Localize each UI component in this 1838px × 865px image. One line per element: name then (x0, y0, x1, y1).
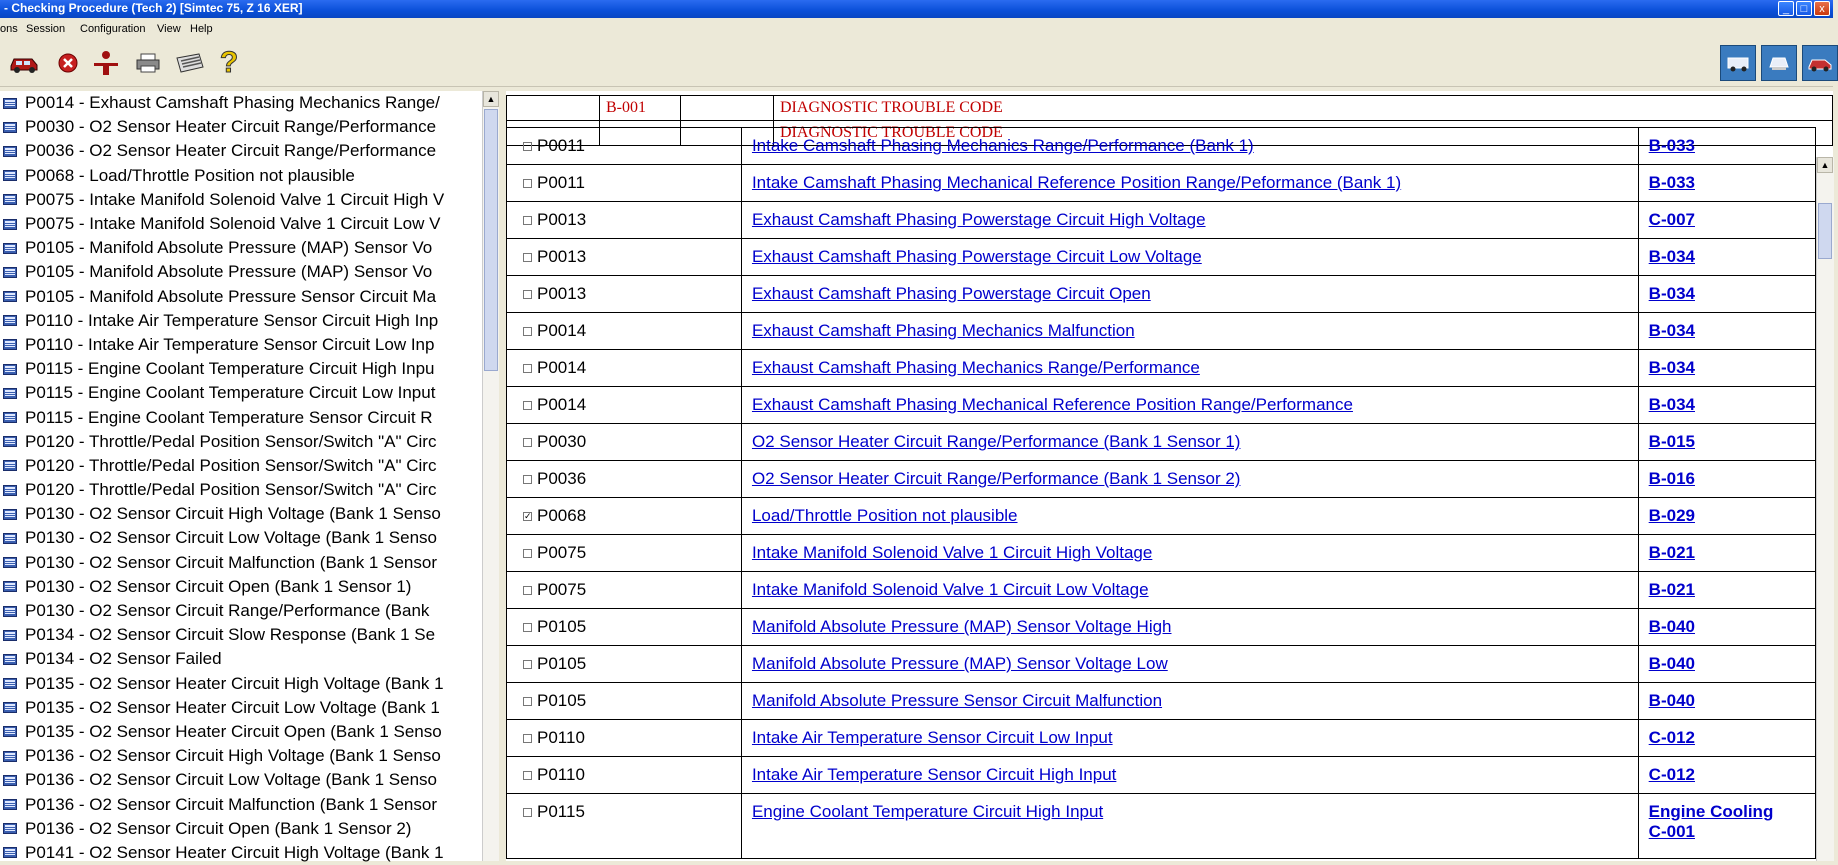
description-link[interactable]: Exhaust Camshaft Phasing Powerstage Circuit Low Voltage (751, 247, 1202, 266)
book-icon (3, 751, 17, 762)
table-row (507, 461, 1816, 498)
description-cell (741, 757, 1638, 794)
header-title-2: DIAGNOSTIC TROUBLE CODE (774, 121, 1833, 146)
printer-icon[interactable] (131, 46, 165, 80)
stop-icon[interactable] (51, 46, 85, 80)
dtc-code: P0011 (537, 136, 585, 155)
toolbar (0, 40, 1833, 87)
tree-item[interactable] (0, 696, 482, 720)
dtc-table (506, 127, 1816, 859)
dtc-code: P0068 (537, 506, 587, 525)
row-checkbox[interactable] (523, 586, 532, 595)
dtc-code: P0036 (537, 469, 587, 488)
tree-item[interactable] (0, 454, 482, 478)
tree-item-label: P0130 - O2 Sensor Circuit High Voltage (Bank 1 Senso (25, 504, 441, 524)
dtc-cell (507, 424, 742, 461)
dtc-code: P0014 (537, 358, 587, 377)
minimize-button[interactable]: _ (1778, 1, 1794, 16)
reference-link[interactable]: B-029 (1648, 506, 1695, 525)
tree-item[interactable] (0, 188, 482, 212)
tree-item-label: P0136 - O2 Sensor Circuit Open (Bank 1 Sensor 2) (25, 818, 412, 838)
keyboard-icon[interactable] (173, 46, 207, 80)
book-icon (3, 678, 17, 689)
description-cell (741, 387, 1638, 424)
tree-item-label: P0136 - O2 Sensor Circuit Low Voltage (Bank 1 Senso (25, 770, 438, 790)
description-link[interactable]: Exhaust Camshaft Phasing Mechanical Reference Position Range/Performance (751, 395, 1353, 414)
book-icon (3, 219, 17, 230)
tree-item-label: P0120 - Throttle/Pedal Position Sensor/Switch "A" Circ (25, 455, 437, 475)
table-row (507, 535, 1816, 572)
dtc-cell (507, 239, 742, 276)
description-cell (741, 313, 1638, 350)
tree-item[interactable] (0, 841, 482, 865)
tree-item[interactable] (0, 285, 482, 309)
menu-configuration[interactable]: Configuration (80, 23, 146, 35)
book-icon (3, 98, 17, 109)
book-icon (3, 799, 17, 810)
description-link[interactable]: Exhaust Camshaft Phasing Powerstage Circuit Open (751, 284, 1151, 303)
dtc-code: P0110 (537, 765, 585, 784)
tree-item[interactable] (0, 381, 482, 405)
table-row (507, 683, 1816, 720)
description-cell (741, 683, 1638, 720)
description-cell (741, 276, 1638, 313)
reference-cell (1638, 387, 1815, 424)
row-checkbox[interactable] (523, 697, 532, 706)
tree-item-label: P0115 - Engine Coolant Temperature Circuit Low Input (25, 383, 436, 403)
tree-item-label: P0120 - Throttle/Pedal Position Sensor/Switch "A" Circ (25, 480, 437, 500)
table-row (507, 128, 1816, 165)
table-scrollbar[interactable] (1816, 157, 1834, 861)
vehicle-view-icon[interactable] (1720, 45, 1756, 81)
book-icon (3, 823, 17, 834)
vehicle-side-icon[interactable] (1802, 45, 1838, 81)
row-checkbox[interactable]: ✓ (524, 511, 532, 522)
row-checkbox[interactable] (523, 401, 532, 410)
description-cell (741, 720, 1638, 757)
tree-item[interactable] (0, 139, 482, 163)
reference-cell (1638, 683, 1815, 720)
reference-link[interactable]: B-034 (1648, 247, 1695, 266)
dtc-cell (507, 794, 742, 859)
book-icon (3, 581, 17, 592)
tree-item[interactable] (0, 405, 482, 429)
panel-splitter[interactable] (499, 91, 506, 861)
window-title: - Checking Procedure (Tech 2) [Simtec 75, Z 16 XER] (4, 1, 303, 15)
tree-item-label: P0105 - Manifold Absolute Pressure (MAP) Sensor Vo (25, 238, 433, 258)
description-link[interactable]: Load/Throttle Position not plausible (751, 506, 1018, 525)
dtc-cell (507, 350, 742, 387)
book-icon (3, 412, 17, 423)
book-icon (3, 606, 17, 617)
row-checkbox[interactable] (523, 734, 532, 743)
tree-item[interactable] (0, 768, 482, 792)
dtc-code: P0013 (537, 247, 587, 266)
book-icon (3, 170, 17, 181)
book-icon (3, 726, 17, 737)
tree-item-label: P0134 - O2 Sensor Circuit Slow Response (Bank 1 Se (25, 625, 436, 645)
reference-cell (1638, 609, 1815, 646)
row-checkbox[interactable] (523, 771, 532, 780)
dtc-cell (507, 128, 742, 165)
table-row (507, 313, 1816, 350)
help-icon[interactable] (212, 46, 246, 80)
tree-item[interactable] (0, 599, 482, 623)
tree-item-label: P0130 - O2 Sensor Circuit Malfunction (Bank 1 Sensor (25, 552, 437, 572)
description-cell (741, 350, 1638, 387)
tree-item[interactable] (0, 502, 482, 526)
table-scroll-up-button[interactable]: ▲ (1817, 157, 1833, 173)
tree-item[interactable] (0, 744, 482, 768)
description-cell (741, 461, 1638, 498)
description-cell (741, 794, 1638, 859)
description-link[interactable]: Manifold Absolute Pressure (MAP) Sensor Voltage High (751, 617, 1172, 636)
tree-item-label: P0115 - Engine Coolant Temperature Sensor Circuit R (25, 407, 433, 427)
tree-item-label: P0105 - Manifold Absolute Pressure (MAP) Sensor Vo (25, 262, 433, 282)
dtc-code: P0013 (537, 284, 587, 303)
tree-item[interactable] (0, 115, 482, 139)
tree-item[interactable] (0, 309, 482, 333)
dtc-code: P0110 (537, 728, 585, 747)
description-link[interactable]: Exhaust Camshaft Phasing Mechanics Malfunction (751, 321, 1135, 340)
person-icon[interactable] (89, 46, 123, 80)
dtc-cell (507, 387, 742, 424)
tree-item-label: P0120 - Throttle/Pedal Position Sensor/Switch "A" Circ (25, 431, 437, 451)
tree-item[interactable] (0, 260, 482, 284)
table-row (507, 424, 1816, 461)
tree-item-label: P0136 - O2 Sensor Circuit Malfunction (Bank 1 Sensor (25, 794, 437, 814)
close-button[interactable]: x (1814, 1, 1830, 16)
tree-item-label: P0141 - O2 Sensor Heater Circuit High Voltage (Bank 1 (25, 842, 444, 862)
tree-item-label: P0030 - O2 Sensor Heater Circuit Range/Performance (25, 117, 437, 137)
help-question-mark: ? (219, 46, 239, 79)
reference-cell (1638, 276, 1815, 313)
tree-item[interactable] (0, 236, 482, 260)
description-link[interactable]: Engine Coolant Temperature Circuit High Input (751, 802, 1104, 821)
table-row (507, 757, 1816, 794)
tree-item-label: P0075 - Intake Manifold Solenoid Valve 1 Circuit High V (25, 189, 445, 209)
reference-link[interactable]: C-007 (1648, 210, 1695, 229)
description-link[interactable]: Intake Air Temperature Sensor Circuit Low Input (751, 728, 1113, 747)
table-row (507, 646, 1816, 683)
description-link[interactable]: O2 Sensor Heater Circuit Range/Performance (Bank 1 Sensor 2) (751, 469, 1241, 488)
row-checkbox[interactable] (523, 438, 532, 447)
maximize-button[interactable]: □ (1796, 1, 1812, 16)
description-link[interactable]: Manifold Absolute Pressure (MAP) Sensor Voltage Low (751, 654, 1168, 673)
menu-actions[interactable]: ons (0, 23, 18, 35)
dtc-cell (507, 683, 742, 720)
tree-item[interactable] (0, 623, 482, 647)
dtc-cell (507, 757, 742, 794)
tree-item-label: P0130 - O2 Sensor Circuit Low Voltage (Bank 1 Senso (25, 528, 438, 548)
description-cell (741, 498, 1638, 535)
book-icon (3, 775, 17, 786)
dtc-detail-panel (506, 91, 1833, 861)
reference-link[interactable]: B-040 (1648, 654, 1695, 673)
reference-cell (1638, 572, 1815, 609)
row-checkbox[interactable] (523, 364, 532, 373)
dtc-code: P0011 (537, 173, 585, 192)
tree-item-label: P0110 - Intake Air Temperature Sensor Circuit High Inp (25, 310, 439, 330)
reference-link[interactable]: B-016 (1648, 469, 1695, 488)
book-icon (3, 267, 17, 278)
table-row (507, 350, 1816, 387)
menu-session[interactable]: Session (26, 23, 66, 35)
description-link[interactable]: Intake Manifold Solenoid Valve 1 Circuit Low Voltage (751, 580, 1149, 599)
description-link[interactable]: Intake Manifold Solenoid Valve 1 Circuit High Voltage (751, 543, 1153, 562)
dtc-cell (507, 535, 742, 572)
tree-scroll-up-button[interactable]: ▲ (483, 91, 499, 107)
book-icon (3, 460, 17, 471)
tree-item-label: P0014 - Exhaust Camshaft Phasing Mechanics Range/ (25, 93, 440, 113)
table-row (507, 387, 1816, 424)
book-icon (3, 146, 17, 157)
row-checkbox[interactable] (523, 549, 532, 558)
description-link[interactable]: Intake Camshaft Phasing Mechanics Range/Performance (Bank 1) (751, 136, 1254, 155)
reference-link[interactable]: B-034 (1648, 284, 1695, 303)
book-icon (3, 533, 17, 544)
description-cell (741, 535, 1638, 572)
tree-item[interactable] (0, 720, 482, 744)
reference-cell (1638, 646, 1815, 683)
book-icon (3, 557, 17, 568)
description-link[interactable]: Exhaust Camshaft Phasing Mechanics Range/Performance (751, 358, 1200, 377)
reference-cell (1638, 239, 1815, 276)
tree-item[interactable] (0, 647, 482, 671)
book-icon (3, 291, 17, 302)
book-icon (3, 339, 17, 350)
vehicle-front-icon[interactable] (1761, 45, 1797, 81)
table-row (507, 609, 1816, 646)
row-checkbox[interactable] (523, 253, 532, 262)
row-checkbox[interactable] (523, 216, 532, 225)
book-icon (3, 194, 17, 205)
row-checkbox[interactable] (523, 660, 532, 669)
tree-item[interactable] (0, 91, 482, 115)
description-link[interactable]: Exhaust Camshaft Phasing Powerstage Circuit High Voltage (751, 210, 1206, 229)
dtc-tree (0, 91, 482, 865)
description-cell (741, 424, 1638, 461)
dtc-cell (507, 646, 742, 683)
reference-cell (1638, 128, 1815, 165)
tree-item-label: P0068 - Load/Throttle Position not plausible (25, 165, 355, 185)
dtc-code: P0075 (537, 580, 587, 599)
description-cell (741, 609, 1638, 646)
table-row (507, 498, 1816, 535)
dtc-cell (507, 609, 742, 646)
book-icon (3, 122, 17, 133)
description-cell (741, 202, 1638, 239)
reference-cell (1638, 424, 1815, 461)
reference-link[interactable]: B-034 (1648, 321, 1695, 340)
reference-link[interactable]: C-012 (1648, 765, 1695, 784)
row-checkbox[interactable] (523, 808, 532, 817)
menu-view[interactable]: View (157, 23, 181, 35)
tree-item[interactable] (0, 792, 482, 816)
reference-link[interactable]: Engine Cooling (1648, 802, 1774, 821)
description-link[interactable]: Intake Air Temperature Sensor Circuit High Input (751, 765, 1117, 784)
book-icon (3, 315, 17, 326)
dtc-code: P0075 (537, 543, 587, 562)
dtc-cell (507, 165, 742, 202)
tree-item[interactable] (0, 357, 482, 381)
table-row (507, 202, 1816, 239)
tree-item-label: P0130 - O2 Sensor Circuit Range/Performance (Bank (25, 601, 430, 621)
tree-item-label: P0115 - Engine Coolant Temperature Circuit High Inpu (25, 359, 435, 379)
reference-link[interactable]: B-033 (1648, 136, 1695, 155)
reference-cell (1638, 498, 1815, 535)
table-row (507, 276, 1816, 313)
tree-item[interactable] (0, 672, 482, 696)
reference-cell (1638, 794, 1815, 859)
dtc-code: P0030 (537, 432, 587, 451)
dtc-code: P0105 (537, 654, 587, 673)
description-link[interactable]: Intake Camshaft Phasing Mechanical Reference Position Range/Peformance (Bank 1) (751, 173, 1402, 192)
car-icon[interactable] (7, 46, 41, 80)
menu-help[interactable]: Help (190, 23, 213, 35)
row-checkbox[interactable] (523, 475, 532, 484)
book-icon (3, 364, 17, 375)
reference-cell (1638, 757, 1815, 794)
dtc-cell (507, 720, 742, 757)
book-icon (3, 654, 17, 665)
tree-scroll-thumb[interactable] (484, 109, 498, 371)
reference-cell (1638, 165, 1815, 202)
header-code: B-001 (600, 96, 681, 121)
dtc-cell (507, 202, 742, 239)
tree-item-label: P0130 - O2 Sensor Circuit Open (Bank 1 Sensor 1) (25, 576, 412, 596)
dtc-code: P0105 (537, 617, 587, 636)
table-row (507, 720, 1816, 757)
dtc-code: P0013 (537, 210, 587, 229)
dtc-cell (507, 276, 742, 313)
row-checkbox[interactable] (523, 327, 532, 336)
dtc-tree-panel (0, 91, 483, 861)
tree-item-label: P0105 - Manifold Absolute Pressure Sensor Circuit Ma (25, 286, 437, 306)
tree-item[interactable] (0, 817, 482, 841)
tree-item[interactable] (0, 333, 482, 357)
table-row (507, 794, 1816, 859)
reference-link-2[interactable]: C-001 (1648, 822, 1695, 841)
tree-item[interactable] (0, 430, 482, 454)
book-icon (3, 509, 17, 520)
description-cell (741, 165, 1638, 202)
description-cell (741, 128, 1638, 165)
row-checkbox[interactable] (523, 290, 532, 299)
row-checkbox[interactable] (523, 623, 532, 632)
description-link[interactable]: Manifold Absolute Pressure Sensor Circuit Malfunction (751, 691, 1163, 710)
book-icon (3, 485, 17, 496)
menu-bar (0, 18, 1833, 40)
tree-item[interactable] (0, 478, 482, 502)
reference-link[interactable]: B-034 (1648, 358, 1695, 377)
book-icon (3, 847, 17, 858)
dtc-cell (507, 498, 742, 535)
tree-item-label: P0135 - O2 Sensor Heater Circuit High Voltage (Bank 1 (25, 673, 444, 693)
reference-cell (1638, 535, 1815, 572)
dtc-cell (507, 313, 742, 350)
tree-item[interactable] (0, 551, 482, 575)
dtc-code: P0014 (537, 395, 587, 414)
description-cell (741, 572, 1638, 609)
reference-cell (1638, 350, 1815, 387)
reference-cell (1638, 313, 1815, 350)
reference-cell (1638, 461, 1815, 498)
row-checkbox[interactable] (523, 179, 532, 188)
tree-item-label: P0134 - O2 Sensor Failed (25, 649, 222, 669)
book-icon (3, 243, 17, 254)
table-row (507, 239, 1816, 276)
book-icon (3, 388, 17, 399)
tree-item-label: P0135 - O2 Sensor Heater Circuit Open (Bank 1 Senso (25, 721, 442, 741)
reference-link[interactable]: B-021 (1648, 543, 1695, 562)
reference-link[interactable]: B-034 (1648, 395, 1695, 414)
tree-item-label: P0110 - Intake Air Temperature Sensor Circuit Low Inp (25, 334, 435, 354)
title-bar (0, 0, 1833, 18)
tree-item[interactable] (0, 526, 482, 550)
dtc-cell (507, 572, 742, 609)
description-link[interactable]: O2 Sensor Heater Circuit Range/Performance (Bank 1 Sensor 1) (751, 432, 1241, 451)
reference-cell (1638, 202, 1815, 239)
book-icon (3, 436, 17, 447)
tree-item[interactable] (0, 575, 482, 599)
reference-link[interactable]: C-012 (1648, 728, 1695, 747)
table-row (507, 165, 1816, 202)
tree-item[interactable] (0, 212, 482, 236)
book-icon (3, 702, 17, 713)
tree-item-label: P0135 - O2 Sensor Heater Circuit Low Voltage (Bank 1 (25, 697, 440, 717)
reference-link[interactable]: B-021 (1648, 580, 1695, 599)
tree-scrollbar[interactable] (482, 91, 500, 861)
reference-link[interactable]: B-040 (1648, 691, 1695, 710)
dtc-table-viewport (506, 136, 1816, 861)
table-row (507, 572, 1816, 609)
tree-item-label: P0075 - Intake Manifold Solenoid Valve 1 Circuit Low V (25, 214, 441, 234)
reference-cell (1638, 720, 1815, 757)
tree-item-label: P0036 - O2 Sensor Heater Circuit Range/Performance (25, 141, 437, 161)
dtc-code: P0105 (537, 691, 587, 710)
description-cell (741, 646, 1638, 683)
dtc-cell (507, 461, 742, 498)
dtc-code: P0115 (537, 802, 585, 821)
dtc-code: P0014 (537, 321, 587, 340)
description-cell (741, 239, 1638, 276)
tree-item-label: P0136 - O2 Sensor Circuit High Voltage (Bank 1 Senso (25, 746, 441, 766)
book-icon (3, 630, 17, 641)
row-checkbox[interactable] (523, 142, 532, 151)
table-scroll-thumb[interactable] (1818, 203, 1832, 259)
tree-item[interactable] (0, 164, 482, 188)
reference-link[interactable]: B-033 (1648, 173, 1695, 192)
reference-link[interactable]: B-015 (1648, 432, 1695, 451)
header-title-1: DIAGNOSTIC TROUBLE CODE (774, 96, 1833, 121)
reference-link[interactable]: B-040 (1648, 617, 1695, 636)
